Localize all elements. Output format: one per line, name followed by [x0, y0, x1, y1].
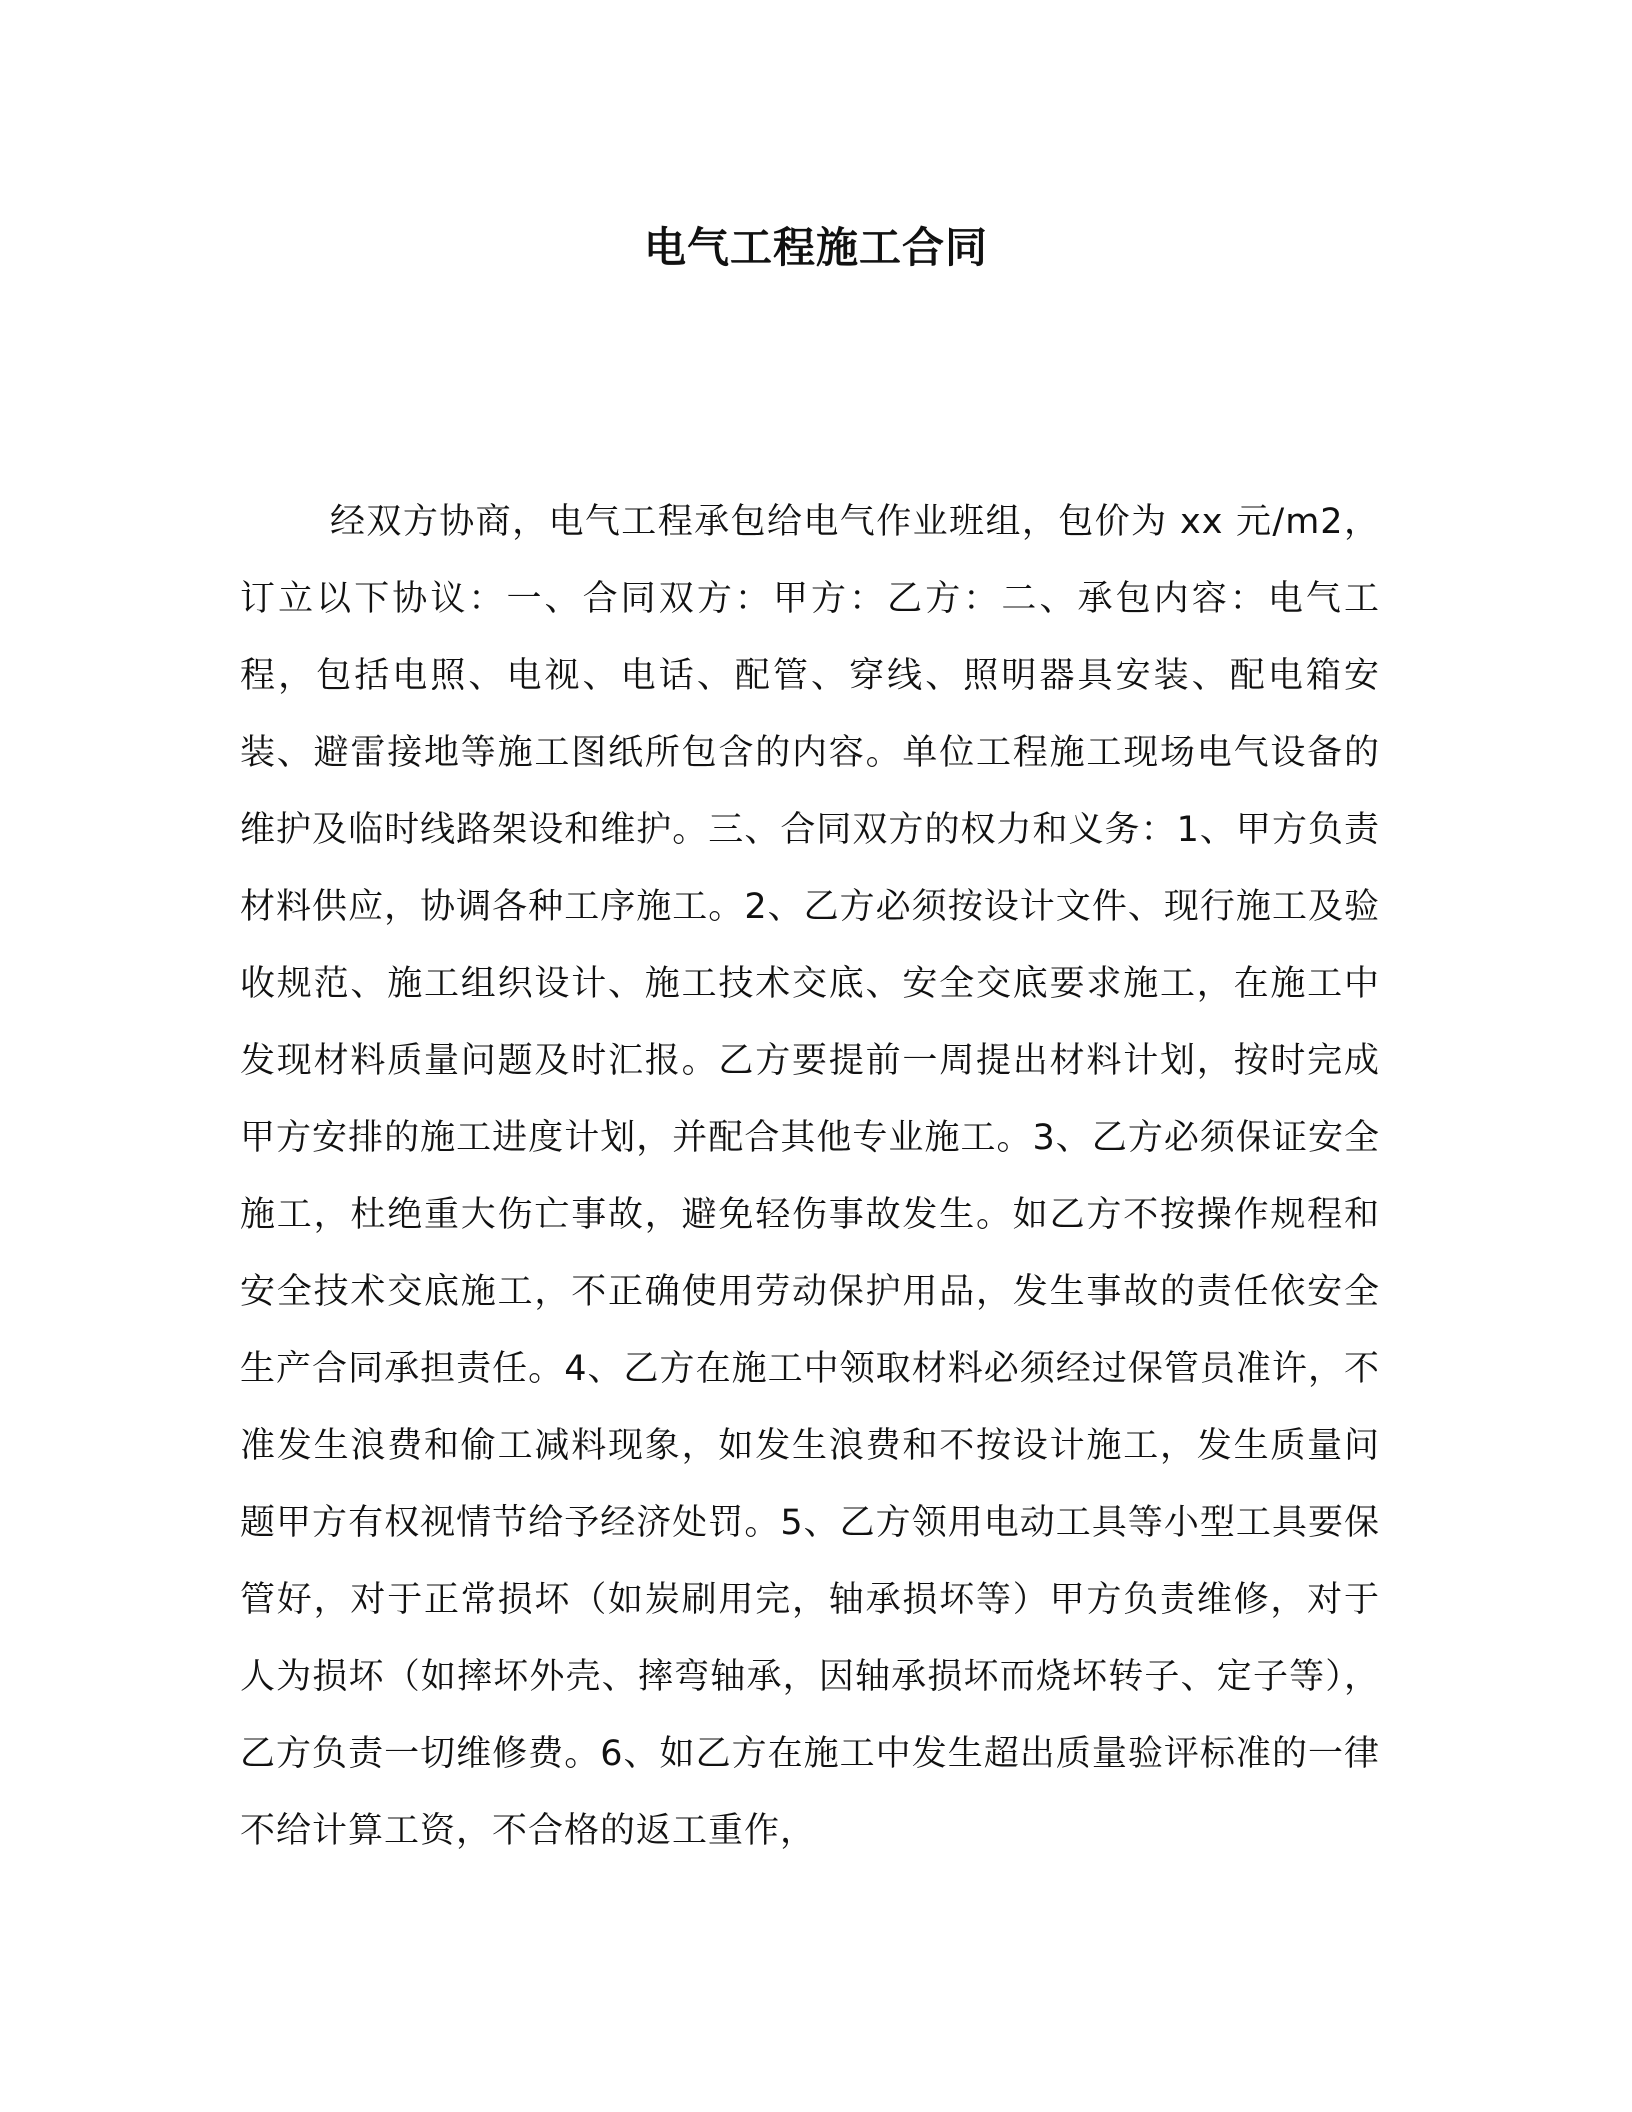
- contract-body-paragraph: 经双方协商，电气工程承包给电气作业班组，包价为 xx 元/m2，订立以下协议：一、合同双方：甲方：乙方：二、承包内容：电气工程，包括电照、电视、电话、配管、穿线、照明器具安装、配电箱安装、避雷接地等施工图纸所包含的内容。单位工程施工现场电气设备的维护及临时线路架设和维护。三、合同双方的权力和义务：1、甲方负责材料供应，协调各种工序施工。2、乙方必须按设计文件、现行施工及验收规范、施工组织设计、施工技术交底、安全交底要求施工，在施工中发现材料质量问题及时汇报。乙方要提前一周提出材料计划，按时完成甲方安排的施工进度计划，并配合其他专业施工。3、乙方必须保证安全施工，杜绝重大伤亡事故，避免轻伤事故发生。如乙方不按操作规程和安全技术交底施工，不正确使用劳动保护用品，发生事故的责任依安全生产合同承担责任。4、乙方在施工中领取材料必须经过保管员准许，不准发生浪费和偷工减料现象，如发生浪费和不按设计施工，发生质量问题甲方有权视情节给予经济处罚。5、乙方领用电动工具等小型工具要保管好，对于正常损坏（如炭刷用完，轴承损坏等）甲方负责维修，对于人为损坏（如摔坏外壳、摔弯轴承，因轴承损坏而烧坏转子、定子等），乙方负责一切维修费。6、如乙方在施工中发生超出质量验评标准的一律不给计算工资，不合格的返工重作，: [240, 502, 1380, 1851]
- document-title: 电气工程施工合同: [643, 223, 988, 272]
